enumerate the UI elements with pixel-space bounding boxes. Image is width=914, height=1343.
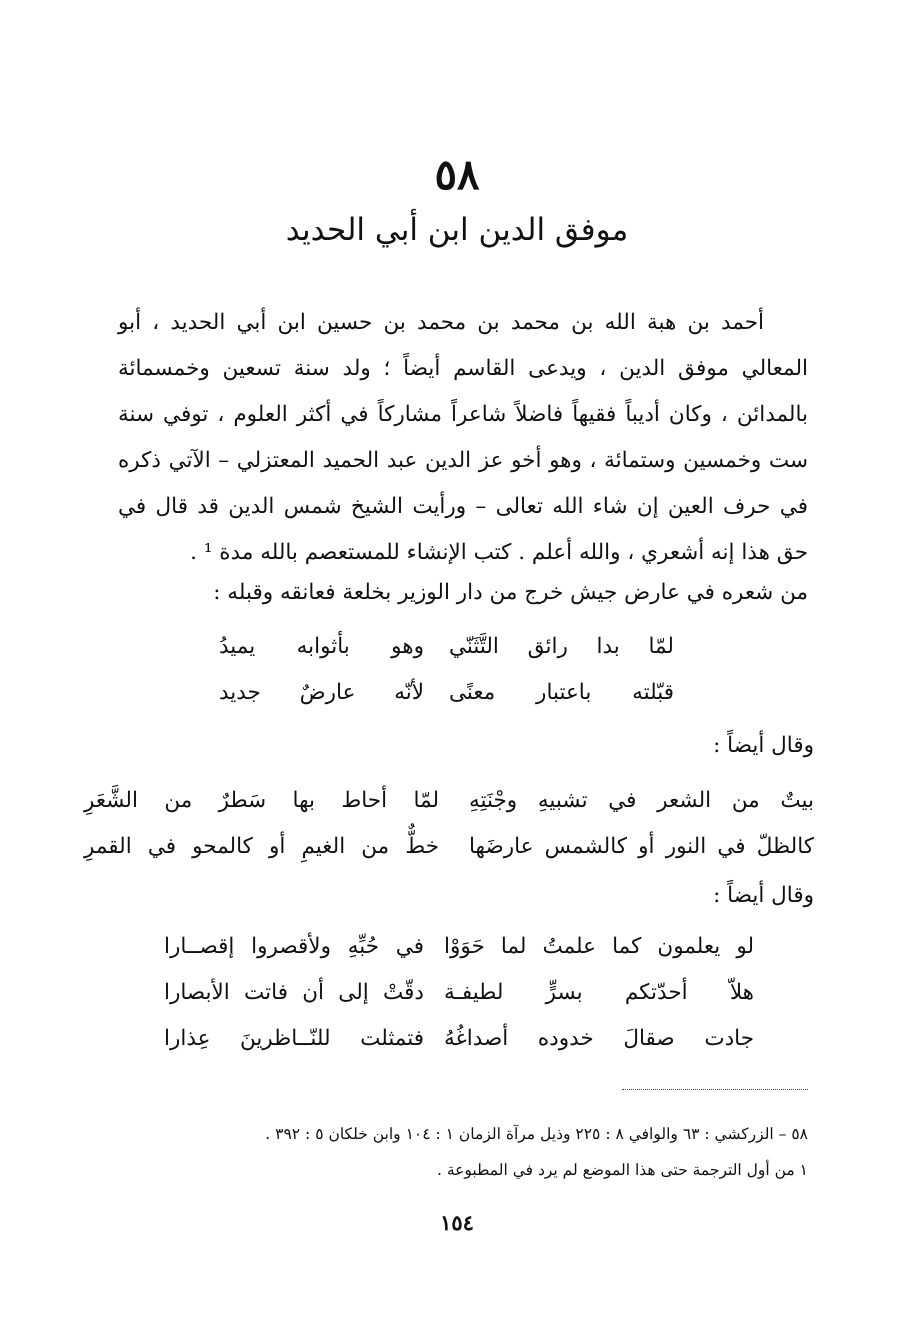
verse-line — [0, 634, 914, 680]
verse-second-hemistich: وهو بأثوابه يميدُ — [219, 634, 424, 659]
verse-block-3 — [0, 934, 914, 1072]
verse-line — [0, 1026, 914, 1072]
entry-title: موفق الدين ابن أبي الحديد — [285, 212, 629, 248]
verse-second-hemistich: فتمثلت للنّــاظرينَ عِذارا — [164, 1026, 424, 1051]
biography-section — [118, 300, 808, 576]
verse-second-hemistich: خطٌّ من الغيمِ أو كالمحو في القمرِ — [84, 834, 439, 859]
verse-second-hemistich: في حُبِّهِ ولأقصروا إقصــارا — [164, 934, 424, 959]
verse-second-hemistich: لأنّه عارضٌ جديد — [219, 680, 424, 705]
verse-line — [0, 934, 914, 980]
footnotes — [118, 1116, 808, 1188]
biography-paragraph: أحمد بن هبة الله بن محمد بن محمد بن حسين ابن أبي الحديد ، أبو المعالي موفق الدين ، ويدعى القاسم أيضاً ؛ ولد سنة تسعين وخمسمائة بالمدائن ، وكان أديباً فقيهاً فاضلاً شاعراً مشاركاً في أكثر العلوم ، توفي سنة ست وخمسين وستمائة ، وهو أخو عز الدين عبد الحميد المعتزلي – الآتي ذكره في حرف العين إن شاء الله تعالى – ورأيت الشيخ شمس الدين قد قال في حق هذا إنه أشعري ، والله أعلم . كتب الإنشاء للمستعصم بالله مدة ¹ . — [118, 310, 808, 565]
footnote-sources: ٥٨ – الزركشي : ٦٣ والوافي ٨ : ٢٢٥ وذيل مرآة الزمان ١ : ١٠٤ وابن خلكان ٥ : ٣٩٢ . — [265, 1125, 808, 1143]
verse-line — [0, 680, 914, 726]
said-also-heading: وقال أيضاً : — [713, 883, 814, 908]
verse-line — [0, 788, 914, 834]
verse-first-hemistich: لمّا بدا رائق التَّثَنّي — [449, 634, 674, 659]
verse-block-1 — [0, 634, 914, 726]
footnote-divider — [622, 1089, 808, 1090]
page-number: ١٥٤ — [440, 1210, 474, 1235]
footnote-1: ١ من أول الترجمة حتى هذا الموضع لم يرد في المطبوعة . — [436, 1161, 808, 1179]
verse-line — [0, 834, 914, 880]
poem-intro: من شعره في عارض جيش خرج من دار الوزير بخلعة فعانقه وقبله : — [213, 580, 808, 605]
verse-first-hemistich: كالظلّ في النور أو كالشمس عارضَها — [469, 834, 814, 859]
verse-first-hemistich: بيتٌ من الشعر في تشبيهِ وجْنَتِهِ — [469, 788, 814, 813]
verse-line — [0, 980, 914, 1026]
verse-second-hemistich: لمّا أحاط بها سَطرٌ من الشَّعَرِ — [84, 788, 439, 813]
verse-first-hemistich: لو يعلمون كما علمتُ لما حَوَوْا — [444, 934, 754, 959]
verse-block-2 — [0, 788, 914, 880]
verse-first-hemistich: قبّلته باعتبار معنًى — [449, 680, 674, 705]
entry-number: ٥٨ — [434, 150, 480, 199]
verse-second-hemistich: دقّتْ إلى أن فاتت الأبصارا — [164, 980, 424, 1005]
verse-first-hemistich: هلاّ أحدّتكم بسرٍّ لطيفـة — [444, 980, 754, 1005]
said-also-heading: وقال أيضاً : — [713, 733, 814, 758]
verse-first-hemistich: جادت صقالَ خدوده أصداغُهُ — [444, 1026, 754, 1051]
